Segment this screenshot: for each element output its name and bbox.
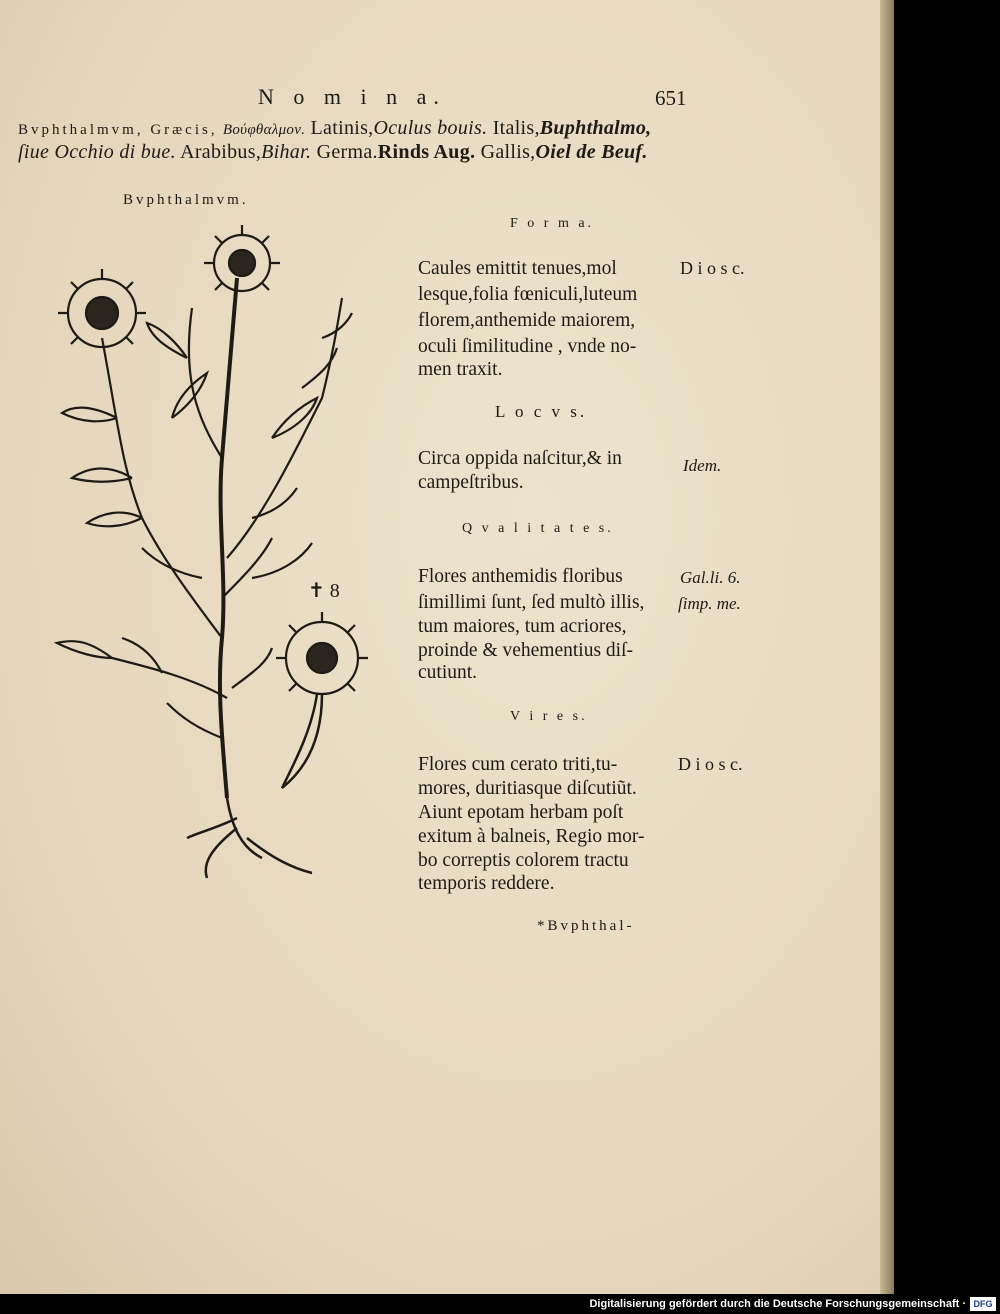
qualitates-line-4: proinde & vehementius diſ- [418,640,633,661]
forma-line-4: oculi ſimilitudine , vnde no- [418,336,637,357]
names-line-2 [18,141,648,164]
forma-margin-note: D i o s c. [680,258,745,278]
section-title-forma: F o r m a. [510,216,595,231]
page-number: 651 [655,86,687,110]
dfg-logo: DFG [970,1297,996,1311]
qualitates-margin-note-2: ſimp. me. [678,594,741,613]
buphthalmum-woodcut-illustration [22,218,382,888]
names-gallis-label: Gallis, [480,141,536,163]
names-latin-heading: Bvphthalmvm, Græcis, [18,122,218,138]
names-arabibus-label: Arabibus, [180,141,262,163]
names-french: Oiel de Beuf. [535,141,648,163]
names-greek: Βούφθαλμον. [222,122,306,138]
vires-line-1: Flores cum cerato triti,tu- [418,754,618,775]
names-italis-label: Italis, [492,117,540,139]
page-heading: N o m i n a. [258,84,446,109]
qualitates-line-1: Flores anthemidis floribus [418,566,623,587]
names-line-1 [18,117,651,140]
page-gutter [880,0,894,1294]
names-italian-alt: ſiue Occhio di bue. [18,141,176,163]
forma-line-1: Caules emittit tenues,mol [418,258,617,279]
vires-margin-note: D i o s c. [678,754,743,774]
names-latin: Oculus bouis. [373,117,488,139]
vires-line-2: mores, duritiasque diſcutiũt. [418,778,637,799]
figure-caption: Bvphthalmvm. [123,192,249,208]
names-italian: Buphthalmo, [539,117,652,139]
qualitates-margin-note-1: Gal.li. 6. [680,568,741,587]
names-arabic: Bihar. [261,141,312,163]
vires-line-4: exitum à balneis, Regio mor- [418,826,645,847]
locus-margin-note: Idem. [683,456,722,475]
digitization-footer [0,1294,1000,1314]
section-title-qualitates: Q v a l i t a t e s. [462,521,614,536]
figure-mark: ✝ 8 [308,580,340,602]
qualitates-line-5: cutiunt. [418,662,478,683]
names-germa-label: Germa. [316,141,378,163]
vires-line-5: bo correptis colorem tractu [418,850,629,871]
forma-line-3: florem,anthemide maiorem, [418,310,636,331]
catchword: *Bvphthal- [537,918,635,934]
section-title-locus: L o c v s. [495,402,588,421]
vires-line-6: temporis reddere. [418,873,555,894]
vires-line-3: Aiunt epotam herbam poſt [418,802,624,823]
locus-line-2: campeſtribus. [418,472,524,493]
forma-line-2: lesque,folia fœniculi,luteum [418,284,638,305]
forma-line-5: men traxit. [418,359,503,380]
qualitates-line-3: tum maiores, tum acriores, [418,616,627,637]
section-title-vires: V i r e s. [510,709,588,724]
locus-line-1: Circa oppida naſcitur,& in [418,448,622,469]
footer-text: Digitalisierung gefördert durch die Deutsche Forschungsgemeinschaft · [589,1298,966,1310]
qualitates-line-2: ſimillimi ſunt, ſed multò illis, [418,592,645,613]
names-latinis-label: Latinis, [310,117,374,139]
names-german: Rinds Aug. [377,141,476,163]
